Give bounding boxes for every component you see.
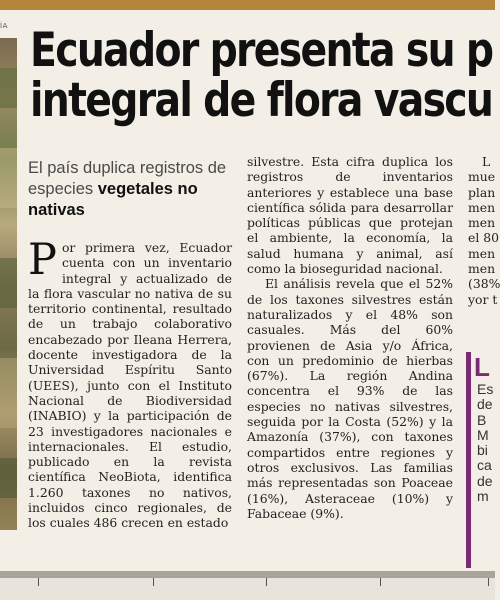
sidebar-box-line: M [477,426,489,443]
subtitle [28,158,233,221]
sidebar-box-line: m [477,488,489,505]
column-2-paragraph-1: silvestre. Esta cifra duplica los registros de inventarios anteriores y establece una base científica sólida para desarrollar políticas públicas que protejan el ambiente, la economía, la salud humana y animal, así como la bioseguridad nacional. [247,154,453,277]
column-1-text: or primera vez, Ecuador cuenta con un inventario integral y actualizado de la flora vascular no nativa de su territorio continental, resultado de un trabajo colaborativo encabezado por Ileana Herrera, docente investigadora de la Universidad Espíritu Santo (UEES), junto con el Instituto Nacional de Biodiversidad (INABIO) y la participación de 23 investigadores nacionales e internacionales. El estudio, publicado en la revista científica NeoBiota, identifica 1.260 taxones no nativos, incluidos cinco regionales, de los cuales 486 crecen en estado [28,240,232,531]
article-photo [0,38,17,530]
headline [30,23,493,128]
column-3-line: (38% [468,276,500,292]
ruler-tick [153,578,154,586]
article-column-2 [247,154,453,521]
sidebar-box-line: Es [477,381,494,397]
column-3-line: L [482,154,491,169]
column-3-line: mue [468,169,496,185]
sidebar-box-line: bi [477,442,488,459]
column-3-line: el 80 [468,230,500,246]
headline-line-1: Ecuador presenta su p [30,23,493,78]
sidebar-box-line: ca [477,457,492,474]
column-3-line: men [468,199,496,215]
column-3-line: men [468,261,496,277]
section-tag: ÍA [0,22,8,30]
sidebar-box [466,352,500,568]
headline-line-2: integral de flora vascu [30,73,493,128]
ruler-tick [380,578,381,586]
column-3-line: men [468,245,496,261]
subtitle-bold: vegetales no nativas [28,180,198,219]
column-3-line: plan [468,184,496,200]
sidebar-box-line: de [477,472,493,489]
column-3-line: yor t [468,291,498,307]
subtitle-plain: El país duplica registros de especies [28,159,227,198]
article-column-3 [468,154,500,307]
ruler-tick [488,578,489,586]
ruler-tick [266,578,267,586]
top-color-bar [0,0,495,10]
column-2-paragraph-2: El análisis revela que el 52% de los taxones silvestres están naturalizados y el 48% son casuales. Más del 60% provienen de Asia y/o África, con un predominio de hierbas (67%). La región Andina concentra el 93% de las especies no nativas silvestres, seguida por la Costa (52%) y la Amazonía (37%), con taxones compartidos entre regiones y otros exclusivos. Las familias más representadas son Poaceae (16%), Asteraceae (10%) y Fabaceae (9%). [247,276,453,521]
sidebar-box-line: de [477,396,493,413]
bottom-divider-bar [0,571,495,578]
bottom-ruler [0,578,495,600]
sidebar-box-initial: L [474,352,490,382]
column-3-line: men [468,215,496,231]
sidebar-box-line: B [477,411,487,428]
drop-cap: P [28,235,57,285]
ruler-tick [38,578,39,586]
article-column-1 [28,235,232,531]
